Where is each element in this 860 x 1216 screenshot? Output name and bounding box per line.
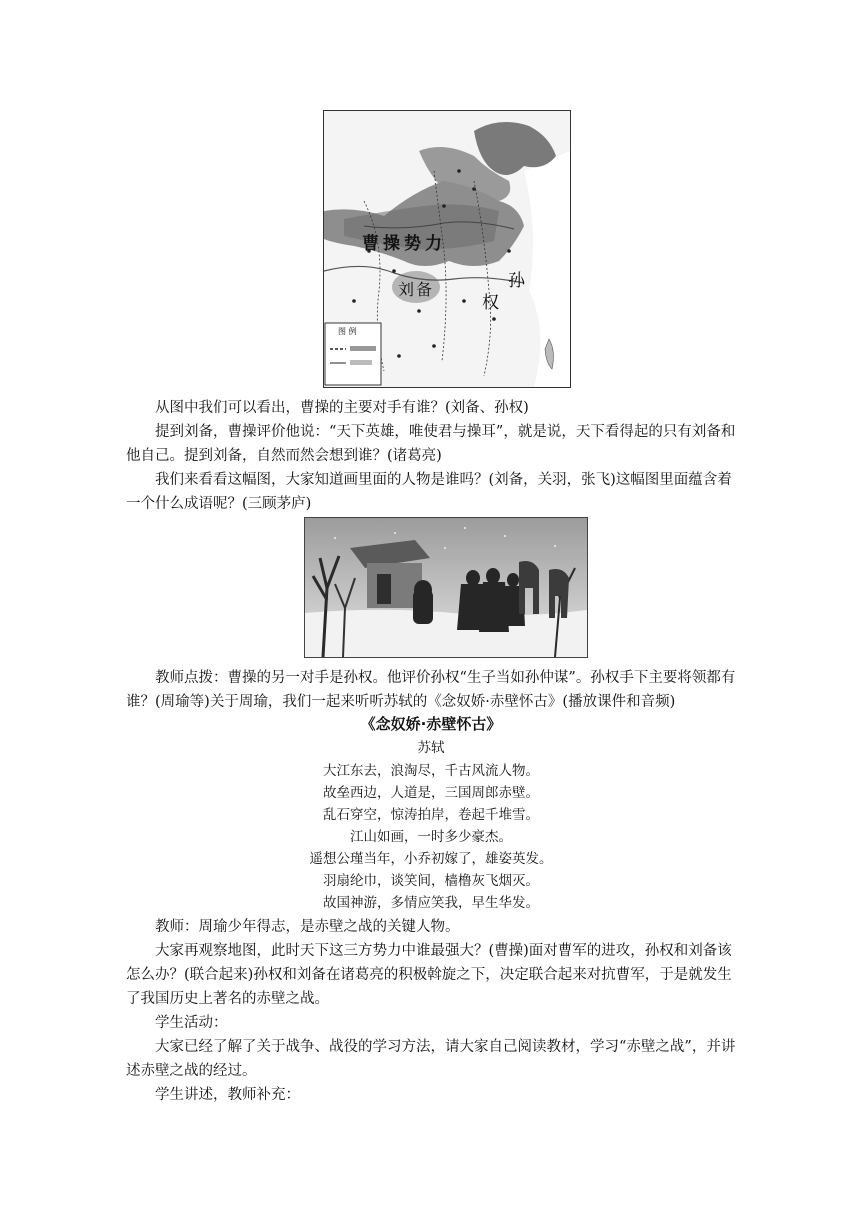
painting-graphic: [305, 518, 587, 657]
paragraph-instructions: 大家已经了解了关于战争、战役的学习方法，请大家自己阅读教材，学习“赤壁之战”，并讲述赤壁之战的经过。: [126, 1039, 736, 1079]
three-kingdoms-map: [323, 110, 571, 388]
poem-line: 羽扇纶巾，谈笑间，樯橹灰飞烟灭。: [323, 873, 539, 889]
paragraph-painting: 我们来看看这幅图，大家知道画里面的人物是谁吗？(刘备，关羽，张飞)这幅图里面蕴含着一个什么成语呢？(三顾茅庐): [126, 472, 732, 512]
paragraph-student-activity: 学生活动：: [155, 1015, 228, 1031]
map-label-cao-cao: 曹操势力: [362, 234, 446, 254]
poem-line: 故垒西边，人道是，三国周郎赤壁。: [323, 785, 539, 801]
map-label-sun: 孙: [508, 271, 525, 291]
paragraph-rivals: 从图中我们可以看出，曹操的主要对手有谁？(刘备、孙权): [155, 400, 529, 416]
three-visits-painting: [304, 517, 588, 658]
map-label-liu-bei: 刘备: [398, 280, 435, 299]
paragraph-sun-quan: 教师点拨：曹操的另一对手是孙权。他评价孙权“生子当如孙仲谋”。孙权手下主要将领都有谁？(周瑜等)关于周瑜，我们一起来听听苏轼的《念奴娇·赤壁怀古》(播放课件和音频): [126, 670, 736, 710]
map-legend-title: 图 例: [338, 327, 357, 336]
poem-title: 《念奴娇·赤壁怀古》: [360, 715, 502, 733]
poem-author: 苏轼: [417, 740, 445, 756]
paragraph-student-narration: 学生讲述，教师补充：: [155, 1087, 300, 1103]
map-graphic: [324, 111, 570, 387]
poem-line: 遥想公瑾当年，小乔初嫁了，雄姿英发。: [309, 851, 553, 867]
map-label-quan: 权: [482, 293, 499, 313]
poem-line: 大江东去，浪淘尽，千古风流人物。: [323, 763, 539, 779]
poem-line: 乱石穿空，惊涛拍岸，卷起千堆雪。: [323, 807, 539, 823]
poem-line: 故国神游，多情应笑我，早生华发。: [323, 895, 539, 911]
paragraph-liu-bei: 提到刘备，曹操评价他说：“天下英雄，唯使君与操耳”，就是说，天下看得起的只有刘备和他自己。提到刘备，自然而然会想到谁？(诸葛亮): [126, 424, 736, 464]
paragraph-alliance: 大家再观察地图，此时天下这三方势力中谁最强大？(曹操)面对曹军的进攻，孙权和刘备该怎么办？(联合起来)孙权和刘备在诸葛亮的积极斡旋之下，决定联合起来对抗曹军，于是就发生了我国历史上著名的赤壁之战。: [126, 943, 732, 1007]
paragraph-zhou-yu: 教师：周瑜少年得志，是赤壁之战的关键人物。: [155, 919, 460, 935]
poem-line: 江山如画，一时多少豪杰。: [350, 829, 512, 845]
